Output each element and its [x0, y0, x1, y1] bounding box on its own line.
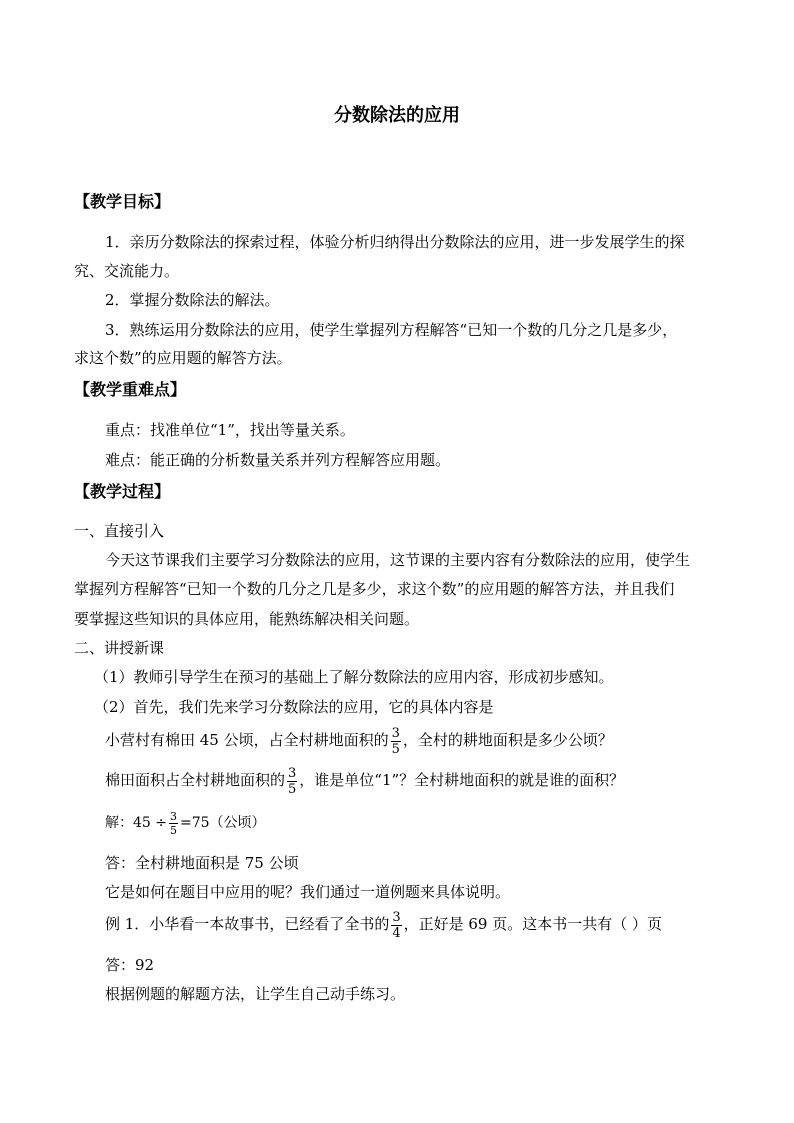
step-1: （1）教师引导学生在预习的基础上了解分数除法的应用内容，形成初步感知。 [94, 668, 614, 686]
problem-text-a: 小营村有棉田 45 公顷，占全村耕地面积的 [105, 731, 389, 749]
bridge-text: 它是如何在题目中应用的呢？我们通过一道例题来具体说明。 [105, 883, 511, 901]
solution-line [105, 805, 266, 841]
fraction-3-4 [391, 911, 401, 940]
step-2: （2）首先，我们先来学习分数除法的应用，它的具体内容是 [94, 698, 494, 716]
intro-line-2: 掌握列方程解答“已知一个数的几分之几是多少，求这个数”的应用题的解答方法，并且我们 [74, 580, 675, 598]
practice-text: 根据例题的解题方法，让学生自己动手练习。 [105, 985, 406, 1003]
objective-3-line-2: 求这个数”的应用题的解答方法。 [74, 349, 292, 367]
fraction-numerator: 3 [392, 909, 401, 925]
objectives-heading: 【教学目标】 [74, 192, 171, 211]
process-heading: 【教学过程】 [74, 482, 171, 501]
answer-1: 答：全村耕地面积是 75 公顷 [105, 854, 299, 872]
example-text-b: ，正好是 69 页。这本书一共有（ ）页 [403, 915, 663, 933]
objective-1-line-2: 究、交流能力。 [74, 262, 180, 280]
problem-statement [105, 722, 613, 758]
key-point: 重点：找准单位“1”，找出等量关系。 [105, 421, 355, 439]
fraction-3-5 [169, 811, 178, 836]
fraction-denominator: 5 [288, 781, 297, 797]
example-text-a: 例 1．小华看一本故事书，已经看了全书的 [105, 915, 390, 933]
fraction-numerator: 3 [288, 765, 297, 781]
objective-1-line-1: 1．亲历分数除法的探索过程，体验分析归纳得出分数除法的应用，进一步发展学生的探 [105, 233, 685, 251]
fraction-denominator: 4 [392, 925, 401, 941]
solution-text-a: 解：45 ÷ [105, 815, 167, 831]
key-points-heading: 【教学重难点】 [74, 380, 187, 399]
objective-2: 2．掌握分数除法的解法。 [105, 291, 280, 309]
hint-text-b: ，谁是单位“1”？全村耕地面积的就是谁的面积？ [299, 771, 625, 789]
answer-2: 答：92 [105, 956, 155, 974]
fraction-numerator: 3 [170, 809, 177, 823]
problem-text-b: ，全村的耕地面积是多少公顷？ [402, 731, 613, 749]
difficulty-point: 难点：能正确的分析数量关系并列方程解答应用题。 [105, 451, 451, 469]
fraction-3-5 [391, 727, 401, 756]
fraction-denominator: 5 [391, 741, 400, 757]
intro-line-3: 要掌握这些知识的具体应用，能熟练解决相关问题。 [74, 610, 420, 628]
hint-line [105, 762, 624, 798]
page-title: 分数除法的应用 [334, 105, 460, 126]
intro-line-1: 今天这节课我们主要学习分数除法的应用，这节课的主要内容有分数除法的应用，使学生 [105, 551, 691, 569]
fraction-numerator: 3 [391, 725, 400, 741]
hint-text-a: 棉田面积占全村耕地面积的 [105, 771, 286, 789]
fraction-3-5 [287, 767, 297, 796]
section-1-heading: 一、直接引入 [74, 522, 165, 540]
objective-3-line-1: 3．熟练运用分数除法的应用，使学生掌握列方程解答“已知一个数的几分之几是多少， [105, 321, 678, 339]
section-2-heading: 二、讲授新课 [74, 639, 165, 657]
fraction-denominator: 5 [170, 823, 177, 837]
solution-text-b: =75（公顷） [180, 815, 266, 831]
example-1 [105, 906, 662, 942]
